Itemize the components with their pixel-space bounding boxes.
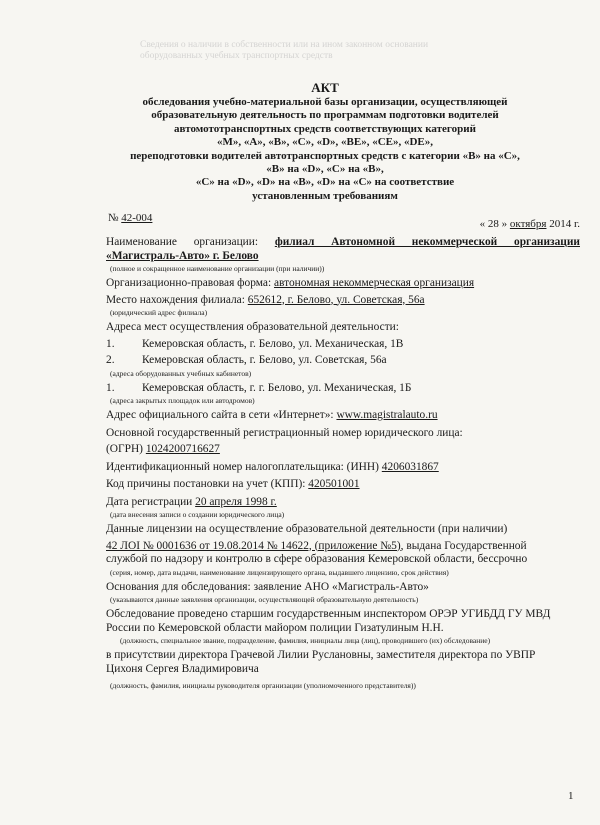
act-number-value: 42-004 — [121, 212, 153, 224]
kpp-line: Код причины постановки на учет (КПП): 420501001 — [106, 478, 360, 490]
org-location-line: Место нахождения филиала: 652612, г. Белово, ул. Советская, 56а — [106, 293, 425, 306]
field-note: (полное и сокращенное наименование организации (при наличии)) — [110, 264, 325, 273]
ghost-line: оборудованных учебных транспортных средств — [140, 51, 333, 61]
org-name-value: филиал Автономной некоммерческой организации — [274, 236, 580, 248]
document-title: АКТ — [311, 80, 339, 95]
act-number: № 42-004 — [108, 212, 153, 224]
address-item: 2. Кемеровская область, г. Белово, ул. Советская, 56а — [106, 354, 387, 366]
title-line: «B» на «D», «C» на «B», — [266, 163, 384, 176]
ground-item: 1. Кемеровская область, г. г. Белово, ул. Механическая, 1Б — [106, 381, 412, 394]
registration-line: Дата регистрации 20 апреля 1998 г. — [106, 495, 277, 508]
field-note: (указываются данные заявления организации, осуществляющей образовательную деятельность) — [110, 595, 419, 604]
title-line: переподготовки водителей автотранспортных средств с категории «B» на «C», — [130, 149, 520, 162]
field-note: (юридический адрес филиала) — [110, 308, 208, 317]
title-line: «C» на «D», «D» на «B», «D» на «C» на соответствие — [195, 176, 455, 189]
org-name-line: Наименование организации: филиал Автономной некоммерческой организации — [106, 236, 580, 248]
basis-value: заявление АНО «Магистраль-Авто» — [253, 580, 429, 593]
addresses-label: Адреса мест осуществления образовательной деятельности: — [106, 321, 399, 333]
license-value: 42 ЛОI № 0001636 от 19.08.2014 № 14622, (приложение №5) — [106, 539, 401, 552]
title-line: обследования учебно-материальной базы организации, осуществляющей — [142, 96, 508, 108]
license-label: Данные лицензии на осуществление образовательной деятельности (при наличии) — [106, 523, 508, 535]
ogrn-value: 1024200716627 — [145, 443, 220, 455]
license-line: 42 ЛОI № 0001636 от 19.08.2014 № 14622, (приложение №5), выдана Государственной — [106, 539, 527, 552]
field-note: (адреса закрытых площадок или автодромов) — [110, 396, 255, 405]
org-form-line: Организационно-правовая форма: автономная некоммерческая организация — [106, 277, 475, 289]
ogrn-label: Основной государственный регистрационный номер юридического лица: — [106, 426, 463, 439]
address-item: 1. Кемеровская область, г. Белово, ул. Механическая, 1В — [106, 337, 404, 350]
title-line: образовательную деятельность по программам подготовки водителей — [151, 109, 499, 122]
field-note: (адреса оборудованных учебных кабинетов) — [110, 368, 252, 378]
inn-value: 4206031867 — [381, 460, 439, 473]
field-note: (дата внесения записи о создании юридического лица) — [110, 510, 285, 519]
registration-value: 20 апреля 1998 г. — [195, 495, 277, 508]
inn-line: Идентификационный номер налогоплательщика: (ИНН) 4206031867 — [106, 460, 439, 473]
kpp-value: 420501001 — [308, 478, 360, 490]
title-line: автомототранспортных средств соответствующих категорий — [174, 122, 476, 135]
inspection-line: Обследование проведено старшим государственным инспектором ОРЭР УГИБДД ГУ МВД — [106, 608, 551, 620]
org-form-value: автономная некоммерческая организация — [273, 277, 475, 289]
basis-line: Основания для обследования: заявление АНО «Магистраль-Авто» — [106, 580, 429, 593]
presence-line: Цихоня Сергея Владимировича — [106, 662, 259, 675]
field-note: (серия, номер, дата выдачи, наименование лицензирующего органа, выдавшего лицензию, срок действия) — [110, 567, 449, 577]
date-month: октября — [509, 218, 547, 230]
document-title-block — [100, 80, 550, 203]
field-note: (должность, специальное звание, подразделение, фамилия, инициалы лица (лиц), проводившего (их) обследование) — [120, 636, 491, 645]
ghost-line: Сведения о наличии в собственности или на ином законном основании — [140, 40, 429, 50]
presence-line: в присутствии директора Грачевой Лилии Руслановны, заместителя директора по УВПР — [106, 649, 536, 661]
website-line: Адрес официального сайта в сети «Интернет»: www.magistralauto.ru — [106, 409, 438, 421]
inspection-line: России по Кемеровской области майором полиции Гизатулиным Н.Н. — [106, 621, 444, 634]
bleed-through-text — [140, 40, 580, 62]
org-location-value: 652612, г. Белово, ул. Советская, 56а — [247, 293, 425, 306]
title-line: «M», «A», «B», «C», «D», «BE», «CE», «DE», — [216, 136, 434, 149]
org-name-value-cont: «Магистраль-Авто» г. Белово — [106, 249, 259, 262]
ogrn-line: (ОГРН) 1024200716627 — [106, 443, 220, 455]
website-link[interactable]: www.magistralauto.ru — [336, 409, 438, 421]
license-line-cont: службой по надзору и контролю в сфере образования Кемеровской области, бессрочно — [106, 553, 528, 565]
field-note: (должность, фамилия, инициалы руководителя организации (уполномоченного представителя)) — [110, 681, 416, 690]
page-number: 1 — [568, 790, 574, 802]
document-body — [106, 236, 580, 691]
title-line: установленным требованиям — [252, 189, 398, 202]
act-date: « 28 » октября 2014 г. — [479, 218, 580, 230]
